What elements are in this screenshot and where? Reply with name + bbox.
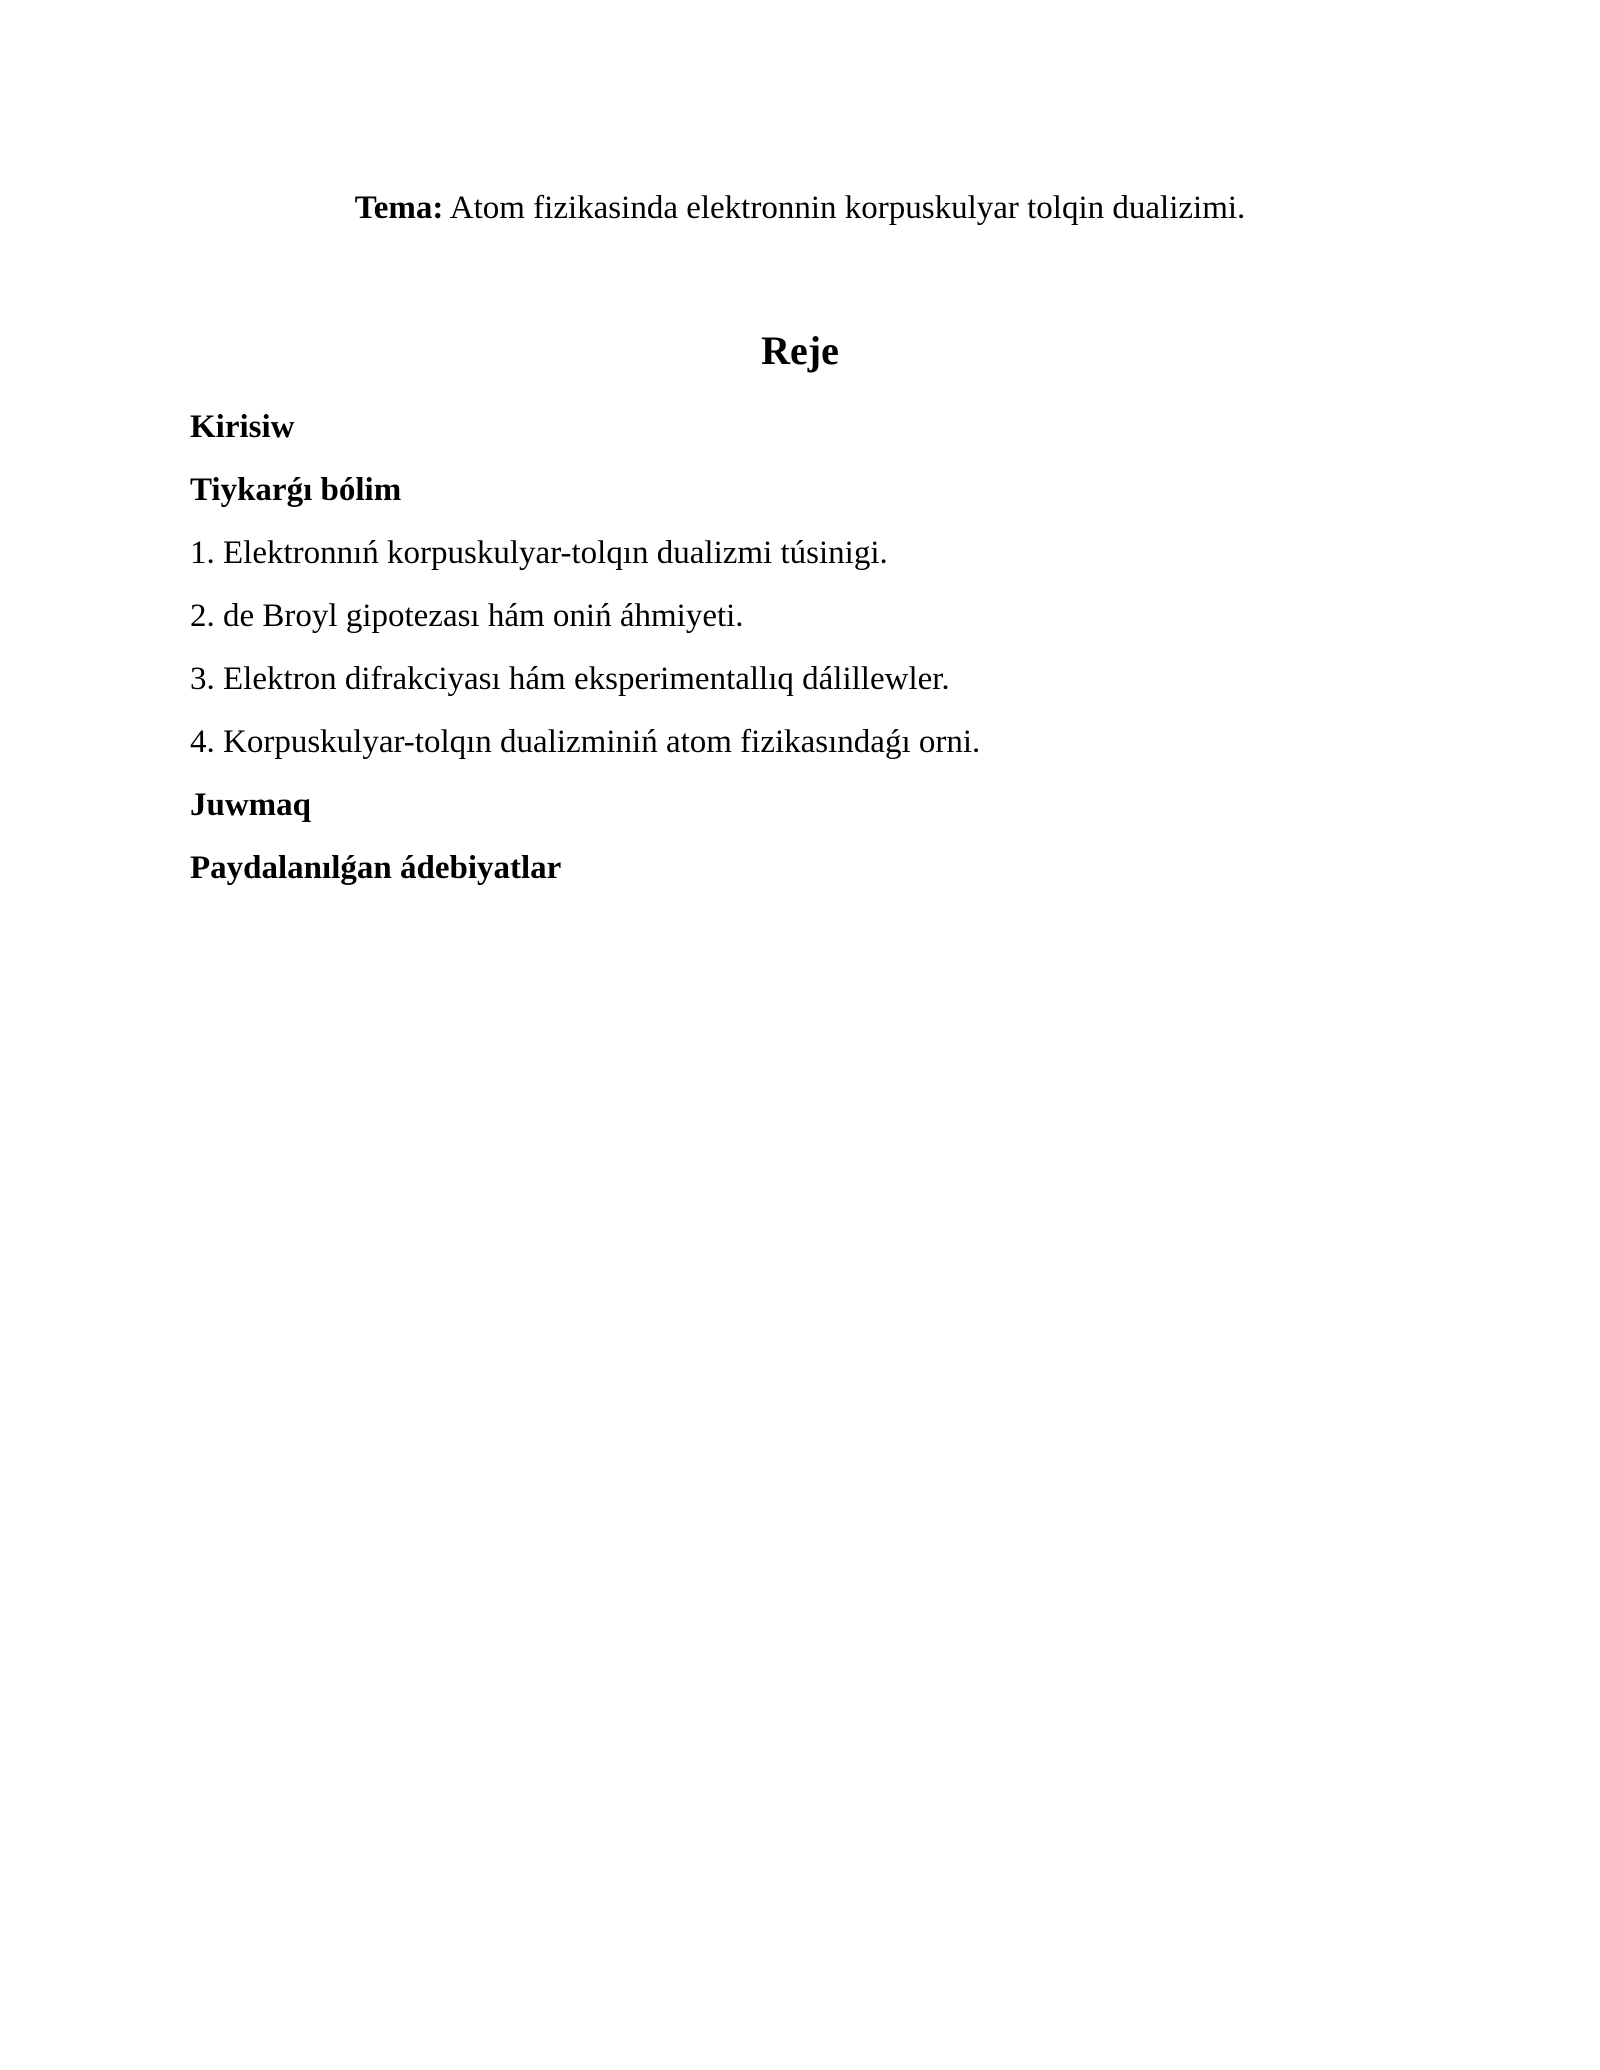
plan-item-3: 3. Elektron difrakciyası hám eksperimentallıq dálillewler. xyxy=(190,661,950,697)
plan-conclusion: Juwmaq xyxy=(190,787,312,823)
plan-list xyxy=(190,396,1440,900)
plan-item-1: 1. Elektronnıń korpuskulyar-tolqın dualizmi túsinigi. xyxy=(190,535,888,571)
plan-title: Reje xyxy=(761,328,839,373)
plan-item-2: 2. de Broyl gipotezası hám oniń áhmiyeti. xyxy=(190,598,744,634)
plan-item-4: 4. Korpuskulyar-tolqın dualizminiń atom fizikasındaǵı orni. xyxy=(190,724,981,760)
plan-main-part: Tiykarǵı bólim xyxy=(190,472,402,508)
plan-references: Paydalanılǵan ádebiyatlar xyxy=(190,850,562,886)
topic-text: Atom fizikasinda elektronnin korpuskulyar tolqin dualizimi. xyxy=(449,190,1246,226)
topic-line xyxy=(0,185,1600,231)
topic-label: Tema: xyxy=(354,190,444,226)
plan-introduction: Kirisiw xyxy=(190,409,295,445)
